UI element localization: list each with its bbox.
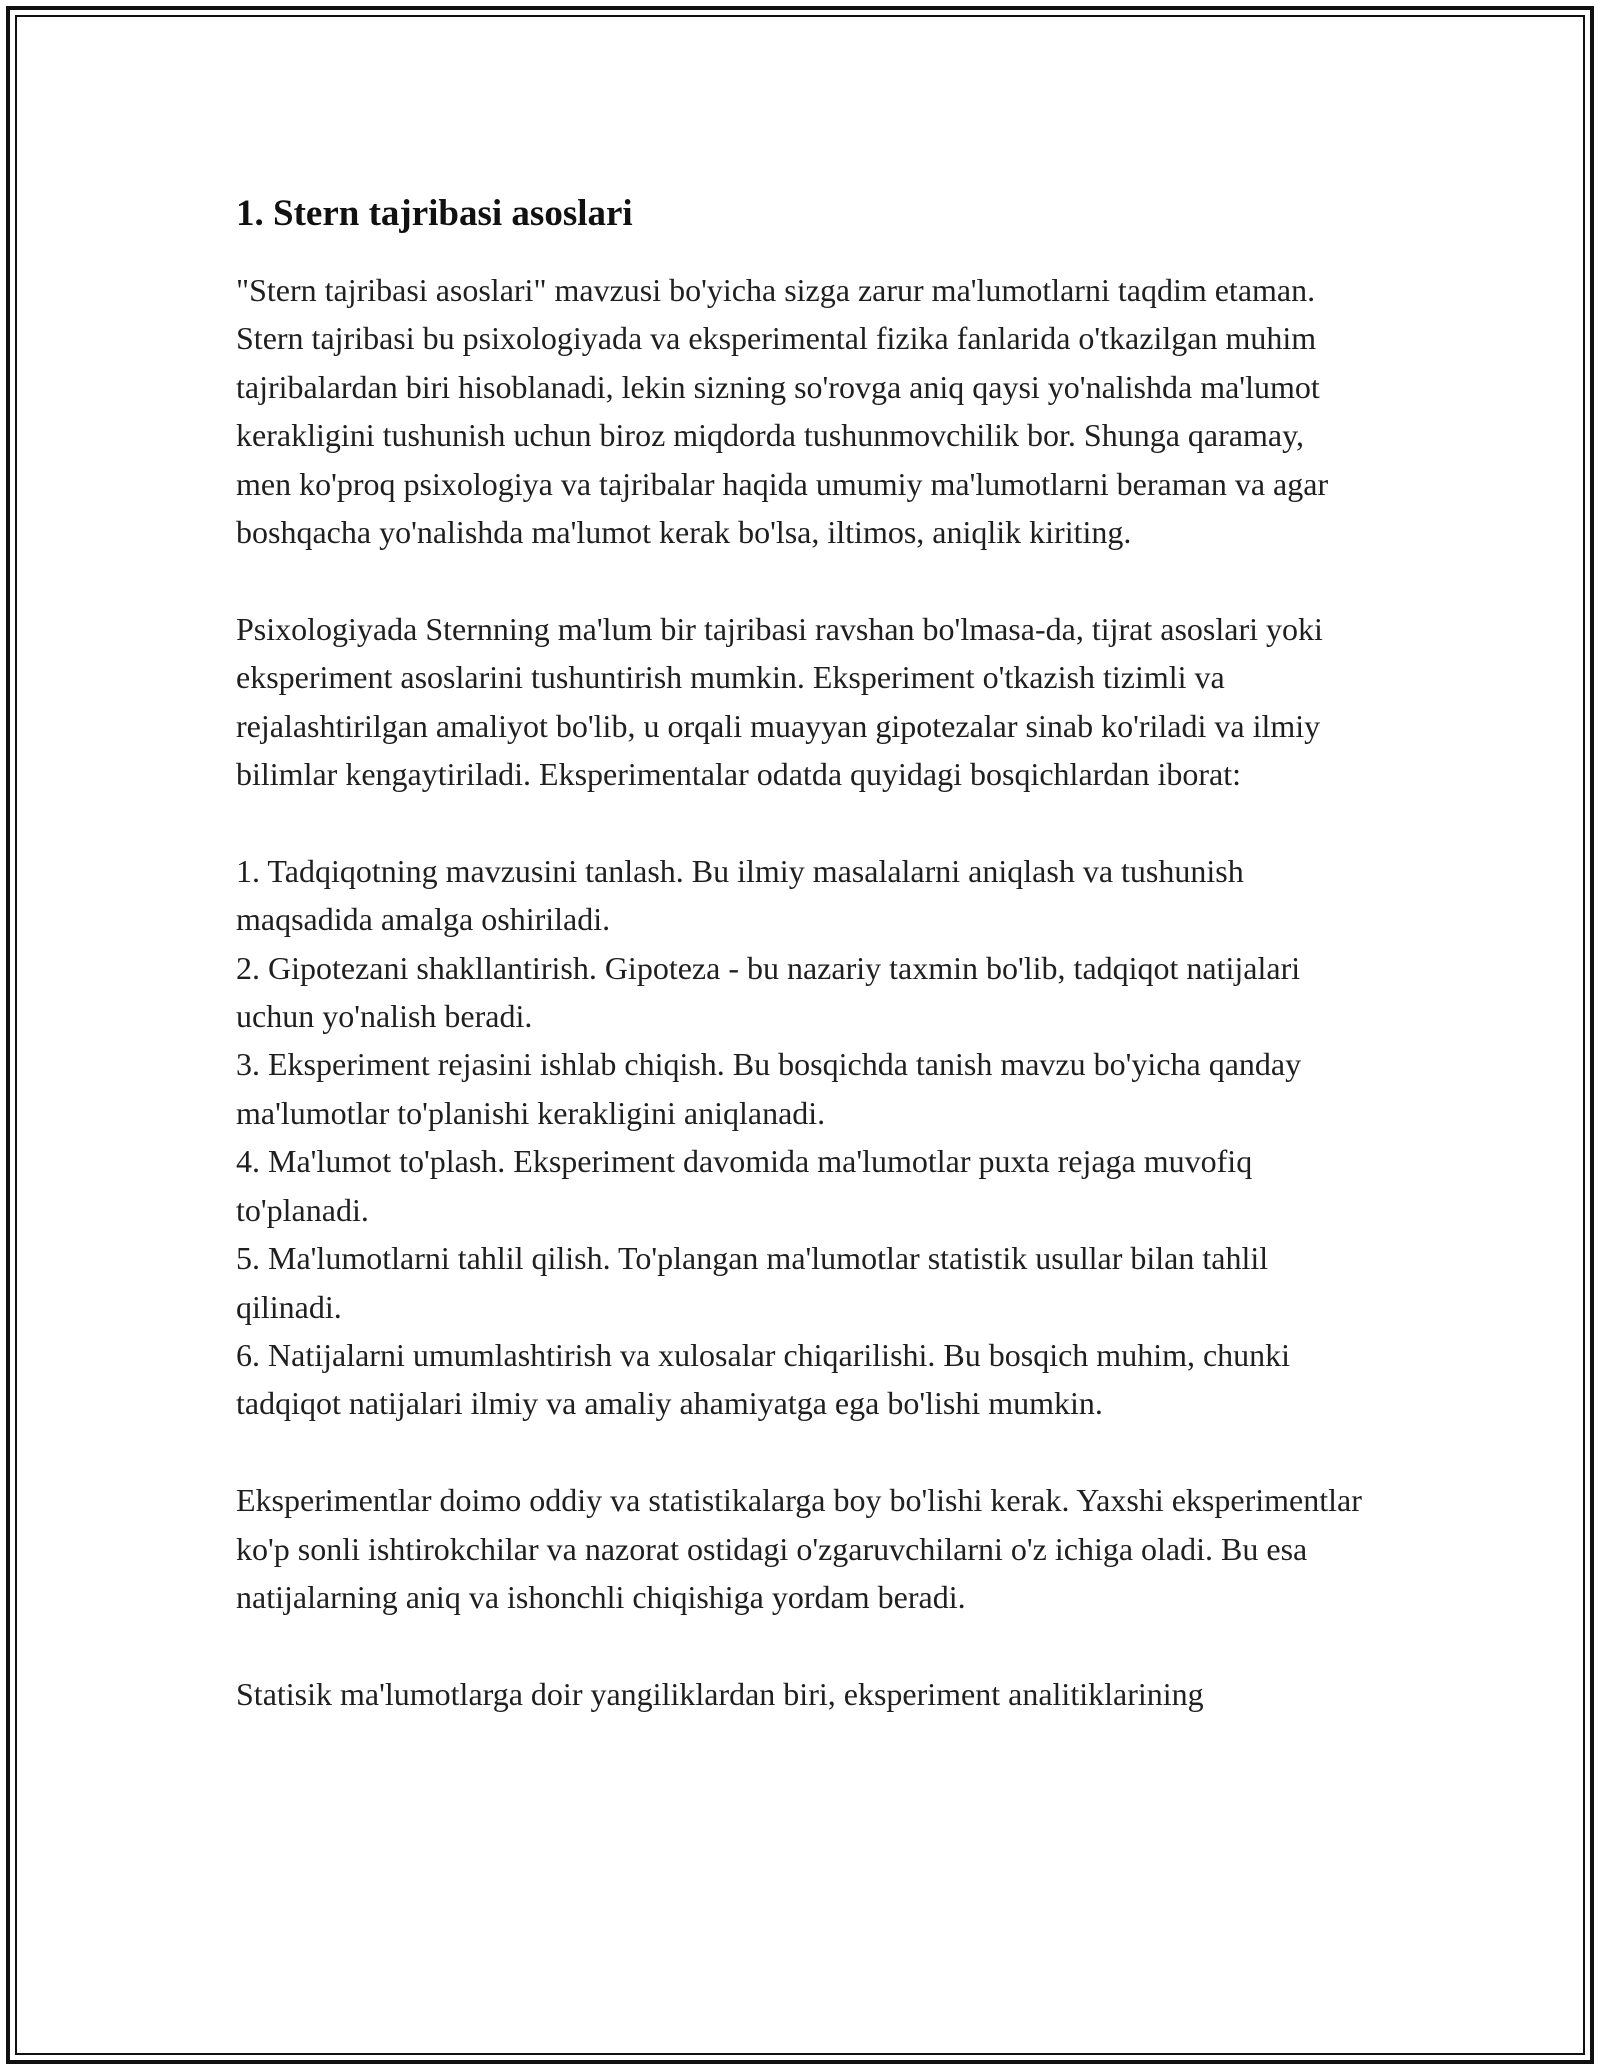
paragraph-spacer	[236, 798, 1366, 846]
list-item-step-6: 6. Natijalarni umumlashtirish va xulosalar chiqarilishi. Bu bosqich muhim, chunki tadqiqot natijalari ilmiy va amaliy ahamiyatga ega bo'lishi mumkin.	[236, 1336, 1291, 1422]
list-item-step-1: 1. Tadqiqotning mavzusini tanlash. Bu ilmiy masalalarni aniqlash va tushunish maqsadida amalga oshiriladi.	[236, 852, 1244, 938]
list-item-step-4: 4. Ma'lumot to'plash. Eksperiment davomida ma'lumotlar puxta rejaga muvofiq to'planadi.	[236, 1143, 1253, 1228]
list-item-step-3: 3. Eksperiment rejasini ishlab chiqish. Bu bosqichda tanish mavzu bo'yicha qanday ma'lumotlar to'planishi kerakligini aniqlanadi.	[236, 1046, 1302, 1131]
list-item-step-2: 2. Gipotezani shakllantirish. Gipoteza - bu nazariy taxmin bo'lib, tadqiqot natijalari uchun yo'nalish beradi.	[236, 949, 1301, 1035]
intro-paragraph: "Stern tajribasi asoslari" mavzusi bo'yicha sizga zarur ma'lumotlarni taqdim etaman. Stern tajribasi bu psixologiyada va eksperimental fizika fanlarida o'tkazilgan muhim tajribalardan biri hisoblanadi, lekin sizning so'rovga aniq qaysi yo'nalishda ma'lumot kerakligini tushunish uchun biroz miqdorda tushunmovchilik bor. Shunga qaramay, men ko'proq psixologiya va tajribalar haqida umumiy ma'lumotlarni beraman va agar boshqacha yo'nalishda ma'lumot kerak bo'lsa, iltimos, aniqlik kiriting.	[236, 272, 1329, 551]
document-body	[236, 188, 1366, 1718]
paragraph-spacer	[236, 1428, 1366, 1476]
list-item-step-5: 5. Ma'lumotlarni tahlil qilish. To'plangan ma'lumotlar statistik usullar bilan tahlil qilinadi.	[236, 1240, 1269, 1325]
paragraph-spacer	[236, 556, 1366, 604]
steps-list	[236, 847, 1366, 1428]
section-heading: 1. Stern tajribasi asoslari	[236, 193, 633, 234]
quality-paragraph: Eksperimentlar doimo oddiy va statistikalarga boy bo'lishi kerak. Yaxshi eksperimentlar ko'p sonli ishtirokchilar va nazorat ostidagi o'zgaruvchilarni o'z ichiga oladi. Bu esa natijalarning aniq va ishonchli chiqishiga yordam beradi.	[236, 1482, 1362, 1615]
statistics-paragraph: Statisik ma'lumotlarga doir yangiliklardan biri, eksperiment analitiklarining	[236, 1675, 1204, 1712]
paragraph-spacer	[236, 1621, 1366, 1669]
experiment-paragraph: Psixologiyada Sternning ma'lum bir tajribasi ravshan bo'lmasa-da, tijrat asoslari yoki eksperiment asoslarini tushuntirish mumkin. Eksperiment o'tkazish tizimli va rejalashtirilgan amaliyot bo'lib, u orqali muayyan gipotezalar sinab ko'riladi va ilmiy bilimlar kengaytiriladi. Eksperimentalar odatda quyidagi bosqichlardan iborat:	[236, 610, 1323, 793]
